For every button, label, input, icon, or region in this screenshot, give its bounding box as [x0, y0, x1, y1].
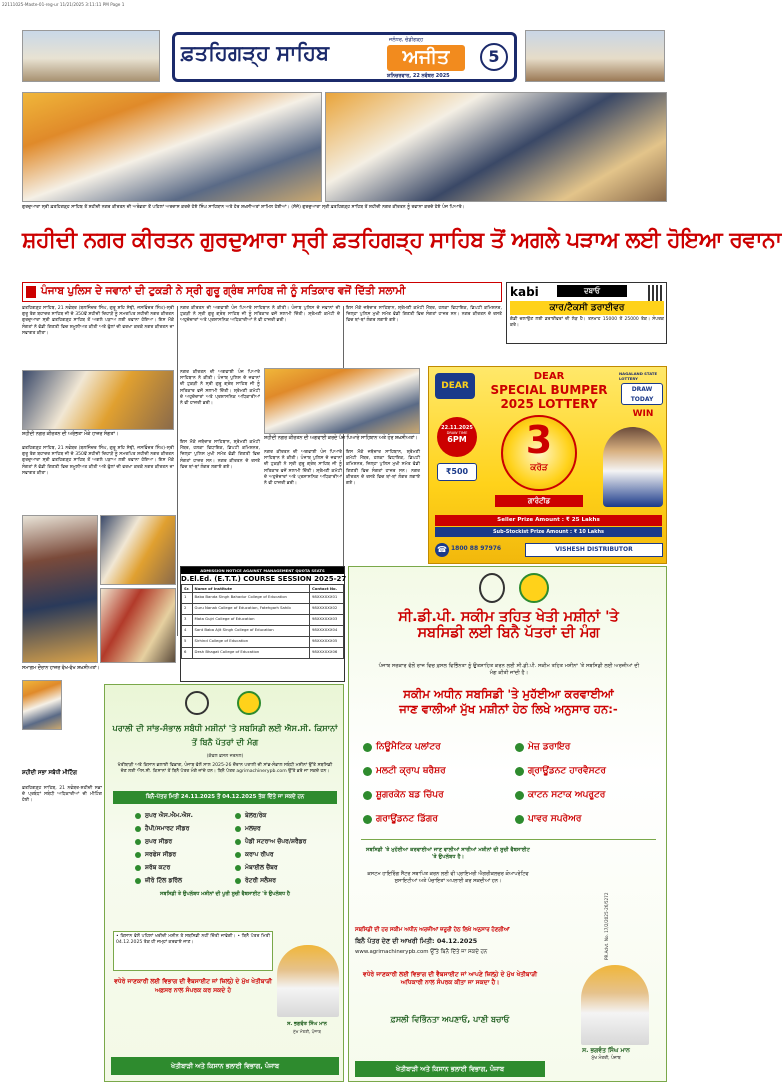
- cdp-machine: ਗਰਾਊਂਡਨਟ ਡਿੱਗਰ: [376, 814, 438, 824]
- list-item: [363, 811, 513, 827]
- list-item: [515, 763, 663, 779]
- bullet-icon: [515, 767, 524, 776]
- ticket-price: [437, 463, 477, 481]
- lottery-brand-text: DEAR: [441, 381, 469, 391]
- cdp-note1: ਸਬਸਿਡੀ 'ਤੇ ਮੁਹੱਈਆ ਕਰਵਾਈਆਂ ਜਾਣ ਵਾਲੀਆਂ ਸਾਰੀਆਂ ਮਸ਼ੀਨਾਂ ਦੀ ਸੂਚੀ ਵੈਬਸਾਈਟ 'ਤੇ ਉਪਲੱਬਧ ਹੈ।: [365, 847, 531, 860]
- sub-stockist-prize: Sub-Stockist Prize Amount : ₹ 10 Lakhs: [435, 527, 662, 537]
- masthead-photo-left: [22, 30, 160, 82]
- story-col3: ਇਸ ਮੌਕੇ ਜਥੇਦਾਰ ਸਾਹਿਬਾਨ, ਸ਼੍ਰੋਮਣੀ ਕਮੇਟੀ ਮੈਂਬਰ, ਹਲਕਾ ਵਿਧਾਇਕ, ਡਿਪਟੀ ਕਮਿਸ਼ਨਰ, ਜ਼ਿਲ੍ਹਾ ਪੁਲਿਸ ਮੁਖੀ ਸਮੇਤ ਵੱਡੀ ਗਿਣਤੀ ਵਿਚ ਸੰਗਤਾਂ ਹਾਜ਼ਰ ਸਨ। ਨਗਰ ਕੀਰਤਨ ਦੇ ਰਸਤੇ ਵਿਚ ਥਾਂ-ਥਾਂ ਲੰਗਰ ਲਗਾਏ ਗਏ।: [346, 306, 502, 324]
- crm-footer-line: ਵਧੇਰੇ ਜਾਣਕਾਰੀ ਲਈ ਵਿਭਾਗ ਦੀ ਵੈਬਸਾਈਟ ਜਾਂ ਜ਼ਿਲ੍ਹੇ ਦੇ ਮੁੱਖ ਖੇਤੀਬਾੜੀ ਅਫ਼ਸਰ ਨਾਲ ਸੰਪਰਕ ਕਰ ਸਕਦੇ ਹੋ: [114, 978, 272, 994]
- cdp-scheme-heading: [355, 687, 662, 717]
- print-slug: 22111025-Maste-01-reg-ur 11/21/2025 3:11:11 PM Page 1: [2, 2, 125, 7]
- crm-machine: ਪੈਡੀ ਸਟਰਾਅ ਚੌਪਰ/ਸ਼ਰੈਡਰ: [245, 837, 307, 845]
- crm-machine-list-right: [235, 809, 341, 887]
- top-photo-caption: ਗੁਰਦੁਆਰਾ ਸ੍ਰੀ ਫ਼ਤਹਿਗੜ੍ਹ ਸਾਹਿਬ ਤੋਂ ਸ਼ਹੀਦੀ ਨਗਰ ਕੀਰਤਨ ਦੀ ਅਰੰਭਤਾ ਤੋਂ ਪਹਿਲਾਂ ਅਰਦਾਸ ਕਰਦੇ ਹੋਏ ਸਿੰਘ ਸਾਹਿਬਾਨ ਅਤੇ ਹੋਰ ਸ਼ਖ਼ਸੀਅਤਾਂ ਸ਼ਾਮਿਲ ਹੋਈਆਂ। (ਸੱਜੇ) ਗੁਰਦੁਆਰਾ ਸ੍ਰੀ ਫ਼ਤਹਿਗੜ੍ਹ ਸਾਹਿਬ ਤੋਂ ਸ਼ਹੀਦੀ ਨਗਰ ਕੀਰਤਨ ਨੂੰ ਰਵਾਨਾ ਕਰਦੇ ਹੋਏ ਪੰਜ ਪਿਆਰੇ।: [22, 205, 465, 210]
- top-photo-left: [22, 92, 322, 202]
- list-item: [235, 835, 341, 848]
- story-photo-left-caption: ਸ਼ਹੀਦੀ ਨਗਰ ਕੀਰਤਨ ਦੀ ਅਰੰਭਤਾ ਮੌਕੇ ਹਾਜ਼ਰ ਸੰਗਤਾਂ।: [22, 432, 119, 437]
- cdp-machine: ਮੇਜ਼ ਡਰਾਇਰ: [528, 742, 571, 752]
- page-number: 5: [480, 43, 508, 71]
- list-item: [235, 809, 341, 822]
- cdp-machine: ਕਾਟਨ ਸਟਾਕ ਅਪਰੂਟਰ: [528, 790, 606, 800]
- lottery-title-1: DEAR: [533, 371, 565, 382]
- cdp-cm-photo: [581, 965, 649, 1045]
- bullet-icon: [363, 815, 372, 824]
- draw-time-label: DRAW TIME: [446, 431, 468, 435]
- list-item: [515, 811, 663, 827]
- table-row: [182, 626, 344, 637]
- bullet-icon: [515, 815, 524, 824]
- table-row: [182, 604, 344, 615]
- crm-cm-name: ਸ. ਭਗਵੰਤ ਸਿੰਘ ਮਾਨ: [287, 1021, 327, 1027]
- lower-left-photo-4: [22, 680, 62, 730]
- crm-dates-banner: ਬਿਨੈ-ਪੱਤਰ ਮਿਤੀ 24.11.2025 ਤੋਂ 04.12.2025 ਤੱਕ ਦਿੱਤੇ ਜਾ ਸਕਦੇ ਹਨ: [113, 791, 337, 804]
- cdp-contact: ਵਧੇਰੇ ਜਾਣਕਾਰੀ ਲਈ ਵਿਭਾਗ ਦੀ ਵੈਬਸਾਈਟ ਜਾਂ ਆਪਣੇ ਜ਼ਿਲ੍ਹੇ ਦੇ ਮੁੱਖ ਖੇਤੀਬਾੜੀ ਅਧਿਕਾਰੀ ਨਾਲ ਸੰਪਰਕ ਕੀਤਾ ਜਾ ਸਕਦਾ ਹੈ।: [362, 971, 538, 986]
- bullet-icon: [135, 839, 141, 845]
- col-header: Name of Institute: [192, 585, 309, 593]
- bullet-icon: [135, 813, 141, 819]
- admission-header: ADMISSION NOTICE AGAINST MANAGEMENT QUOTA SEATS: [181, 567, 344, 574]
- sub-headline: ਪੰਜਾਬ ਪੁਲਿਸ ਦੇ ਜਵਾਨਾਂ ਦੀ ਟੁਕੜੀ ਨੇ ਸ੍ਰੀ ਗੁਰੂ ਗ੍ਰੰਥ ਸਾਹਿਬ ਜੀ ਨੂੰ ਸਤਿਕਾਰ ਵਜੋਂ ਦਿੱਤੀ ਸਲਾਮੀ: [41, 285, 406, 297]
- cell: 98XXXXXX04: [310, 626, 344, 637]
- cdp-dept: ਖੇਤੀਬਾੜੀ ਅਤੇ ਕਿਸਾਨ ਭਲਾਈ ਵਿਭਾਗ, ਪੰਜਾਬ: [355, 1061, 545, 1077]
- kabi-title: ਕਾਰ/ਟੈਕਸੀ ਡਰਾਈਵਰ: [510, 301, 664, 315]
- bullet-icon: [235, 839, 241, 845]
- kabi-detail: ਗੱਡੀ ਚਲਾਉਣ ਲਈ ਡਰਾਈਵਰਾਂ ਦੀ ਲੋੜ ਹੈ। ਤਨਖਾਹ 15000 ਤੋਂ 25000 ਤੱਕ। ਸੰਪਰਕ ਕਰੋ।: [510, 317, 664, 329]
- cdp-emblem-icon: [479, 573, 505, 603]
- list-item: [135, 822, 225, 835]
- masthead: [22, 26, 665, 88]
- cdp-dept-logo-icon: [519, 573, 549, 603]
- list-item: [515, 739, 663, 755]
- draw-date-box: [437, 417, 477, 457]
- table-header-row: [182, 585, 344, 593]
- edition-tag: ਜਲੰਧਰ, ਚੰਡੀਗੜ੍ਹ: [389, 37, 424, 43]
- lower-left-photo-1: [22, 515, 98, 663]
- cdp-machine: ਪਾਵਰ ਸਪਰੇਅਰ: [528, 814, 582, 824]
- lottery-brand: [435, 373, 475, 399]
- crm-dept: ਖੇਤੀਬਾੜੀ ਅਤੇ ਕਿਸਾਨ ਭਲਾਈ ਵਿਭਾਗ, ਪੰਜਾਬ: [111, 1057, 339, 1075]
- cell: 3: [182, 615, 193, 626]
- cdp-headline-2: ਸਬਸਿਡੀ ਲਈ ਬਿਨੈ ਪੱਤਰਾਂ ਦੀ ਮੰਗ: [417, 625, 600, 641]
- list-item: [363, 787, 513, 803]
- cell: 2: [182, 604, 193, 615]
- cdp-intro: ਪੰਜਾਬ ਸਰਕਾਰ ਵੱਲੋਂ ਰਾਜ ਵਿਚ ਫ਼ਸਲ ਵਿਭਿੰਨਤਾ ਨੂੰ ਉਤਸ਼ਾਹਿਤ ਕਰਨ ਲਈ ਸੀ.ਡੀ.ਪੀ. ਸਕੀਮ ਤਹਿਤ ਮਸ਼ੀਨਾਂ 'ਤੇ ਸਬਸਿਡੀ ਲਈ ਅਰਜ਼ੀਆਂ ਦੀ ਮੰਗ ਕੀਤੀ ਜਾਂਦੀ ਹੈ।: [378, 663, 640, 676]
- cell: Baba Banda Singh Bahadur College of Education: [192, 593, 309, 604]
- sub-headline-marker: [26, 286, 36, 298]
- crm-machine: ਸਰਫੇਸ ਸੀਡਰ: [145, 850, 177, 858]
- ticket-price-text: ₹500: [445, 467, 469, 476]
- lottery-brand-sub: NAGALAND STATE LOTTERY: [619, 371, 658, 381]
- bullet-icon: [515, 791, 524, 800]
- bullet-icon: [135, 826, 141, 832]
- crm-ad: [104, 684, 344, 1082]
- lower-left-photo-2: [100, 515, 176, 585]
- story-photo-left: [22, 370, 174, 430]
- list-item: [235, 848, 341, 861]
- sub-headline-bar: [22, 282, 502, 302]
- crm-machine: ਮਲਚਰ: [245, 824, 261, 832]
- cell: 5: [182, 637, 193, 648]
- cdp-machine: ਸ਼ੂਗਰਕੇਨ ਬਡ ਚਿੱਪਰ: [376, 790, 444, 800]
- prize-circle: [501, 415, 577, 491]
- crm-machine: ਕਰਾਪ ਰੀਪਰ: [245, 850, 274, 858]
- crm-cm-photo: [277, 945, 339, 1017]
- cdp-cm-title: ਮੁੱਖ ਮੰਤਰੀ, ਪੰਜਾਬ: [591, 1056, 621, 1061]
- crm-note: ਸਬਸਿਡੀ ਤੇ ਉਪਲੱਬਧ ਮਸ਼ੀਨਾਂ ਦੀ ਪੂਰੀ ਸੂਚੀ ਵੈਬਸਾਈਟ 'ਤੇ ਉਪਲੱਬਧ ਹੈ: [160, 891, 290, 897]
- story-photo-mid-caption: ਸ਼ਹੀਦੀ ਨਗਰ ਕੀਰਤਨ ਦੀ ਅਗਵਾਈ ਕਰਦੇ ਪੰਜ ਪਿਆਰੇ ਸਾਹਿਬਾਨ ਅਤੇ ਹੋਰ ਸ਼ਖ਼ਸੀਅਤਾਂ।: [264, 436, 418, 441]
- story-col2c: ਇਸ ਮੌਕੇ ਜਥੇਦਾਰ ਸਾਹਿਬਾਨ, ਸ਼੍ਰੋਮਣੀ ਕਮੇਟੀ ਮੈਂਬਰ, ਹਲਕਾ ਵਿਧਾਇਕ, ਡਿਪਟੀ ਕਮਿਸ਼ਨਰ, ਜ਼ਿਲ੍ਹਾ ਪੁਲਿਸ ਮੁਖੀ ਸਮੇਤ ਵੱਡੀ ਗਿਣਤੀ ਵਿਚ ਸੰਗਤਾਂ ਹਾਜ਼ਰ ਸਨ। ਨਗਰ ਕੀਰਤਨ ਦੇ ਰਸਤੇ ਵਿਚ ਥਾਂ-ਥਾਂ ਲੰਗਰ ਲਗਾਏ ਗਏ।: [180, 440, 260, 470]
- seller-prize: Seller Prize Amount : ₹ 25 Lakhs: [435, 515, 662, 526]
- bullet-icon: [235, 878, 241, 884]
- cdp-apply-date: ਬਿਨੈ ਪੱਤਰ ਦੇਣ ਦੀ ਆਖਰੀ ਮਿਤੀ: 04.12.2025: [355, 937, 478, 945]
- col-separator: [177, 306, 178, 636]
- bullet-icon: [235, 852, 241, 858]
- lottery-person: [603, 427, 663, 507]
- crm-dept-logo-icon: [237, 691, 261, 715]
- list-item: [235, 861, 341, 874]
- list-item: [135, 848, 225, 861]
- masthead-photo-right: [525, 30, 665, 82]
- cdp-headline-1: ਸੀ.ਡੀ.ਪੀ. ਸਕੀਮ ਤਹਿਤ ਖੇਤੀ ਮਸ਼ੀਨਾਂ 'ਤੇ: [398, 609, 619, 625]
- cdp-divider: [361, 839, 656, 840]
- main-headline: ਸ਼ਹੀਦੀ ਨਗਰ ਕੀਰਤਨ ਗੁਰਦੁਆਰਾ ਸ੍ਰੀ ਫ਼ਤਹਿਗੜ੍ਹ ਸਾਹਿਬ ਤੋਂ ਅਗਲੇ ਪੜਾਅ ਲਈ ਹੋਇਆ ਰਵਾਨਾ: [22, 228, 782, 253]
- cdp-scheme-2: ਜਾਣ ਵਾਲੀਆਂ ਮੁੱਖ ਮਸ਼ੀਨਾਂ ਹੇਠ ਲਿਖੇ ਅਨੁਸਾਰ ਹਨ:-: [399, 702, 618, 716]
- crm-machine: ਸੁਪਰ ਐਸ.ਐਮ.ਐਸ.: [145, 811, 193, 819]
- ro-number: PR.Advt. No. 17/2/2025-26/5272: [604, 892, 609, 960]
- kabi-badge: ਦਬਾਓ: [557, 285, 627, 297]
- cdp-cm-name: ਸ. ਭਗਵੰਤ ਸਿੰਘ ਮਾਨ: [582, 1047, 630, 1054]
- kabi-ad: [506, 282, 667, 344]
- cdp-slogan: ਫ਼ਸਲੀ ਵਿਭਿੰਨਤਾ ਅਪਣਾਓ, ਪਾਣੀ ਬਚਾਓ: [390, 1015, 510, 1024]
- issue-date: ਸ਼ਨਿਚਰਵਾਰ, 22 ਨਵੰਬਰ 2025: [387, 73, 450, 79]
- list-item: [135, 835, 225, 848]
- crm-machine: ਮੋਬਾਈਲ ਚੈਂਬਰ: [245, 863, 278, 871]
- crm-machine: ਜ਼ੀਰੋ ਟਿੱਲ ਡਰਿੱਲ: [145, 876, 183, 884]
- cdp-scheme-1: ਸਕੀਮ ਅਧੀਨ ਸਬਸਿਡੀ 'ਤੇ ਮੁਹੱਈਆ ਕਰਵਾਈਆਂ: [403, 687, 614, 701]
- kabi-brand: kabi: [510, 285, 539, 299]
- crm-intro: ਖੇਤੀਬਾੜੀ ਅਤੇ ਕਿਸਾਨ ਭਲਾਈ ਵਿਭਾਗ, ਪੰਜਾਬ ਵੱਲੋਂ ਸਾਲ 2025-26 ਦੌਰਾਨ ਪਰਾਲੀ ਦੀ ਸਾਂਭ-ਸੰਭਾਲ ਸਬੰਧੀ ਮਸ਼ੀਨਾਂ ਉੱਤੇ ਸਬਸਿਡੀ ਦੇਣ ਲਈ ਐਸ.ਸੀ. ਕਿਸਾਨਾਂ ਤੋਂ ਬਿਨੈ ਪੱਤਰ ਮੰਗੇ ਜਾਂਦੇ ਹਨ। ਬਿਨੈ ਪੱਤਰ agrimachinerypb.com ਉੱਤੇ ਭਰੇ ਜਾ ਸਕਦੇ ਹਨ।: [117, 763, 333, 775]
- cell: 98XXXXXX01: [310, 593, 344, 604]
- table-row: [182, 648, 344, 659]
- list-item: [515, 787, 663, 803]
- story-col1: ਫ਼ਤਹਿਗੜ੍ਹ ਸਾਹਿਬ, 21 ਨਵੰਬਰ (ਬਲਜਿੰਦਰ ਸਿੰਘ, ਗੁਰੂ ਸ਼ਹਿ ਸੋਢੀ, ਜਸਵਿੰਦਰ ਸਿੰਘ)-ਸ੍ਰੀ ਗੁਰੂ ਤੇਗ ਬਹਾਦਰ ਸਾਹਿਬ ਜੀ ਦੇ 350ਵੇਂ ਸ਼ਹੀਦੀ ਦਿਹਾੜੇ ਨੂੰ ਸਮਰਪਿਤ ਸ਼ਹੀਦੀ ਨਗਰ ਕੀਰਤਨ ਗੁਰਦੁਆਰਾ ਸ੍ਰੀ ਫ਼ਤਹਿਗੜ੍ਹ ਸਾਹਿਬ ਤੋਂ ਅਗਲੇ ਪੜਾਅ ਲਈ ਰਵਾਨਾ ਹੋਇਆ। ਇਸ ਮੌਕੇ ਸੰਗਤਾਂ ਨੇ ਵੱਡੀ ਗਿਣਤੀ ਵਿਚ ਸ਼ਮੂਲੀਅਤ ਕੀਤੀ ਅਤੇ ਫੁੱਲਾਂ ਦੀ ਵਰਖਾ ਕਰਕੇ ਨਗਰ ਕੀਰਤਨ ਦਾ ਸਵਾਗਤ ਕੀਤਾ।: [22, 306, 174, 336]
- list-item: [135, 861, 225, 874]
- cdp-machine: ਗ੍ਰਾਊਂਡਨਟ ਹਾਰਵੈਸਟਰ: [528, 766, 606, 776]
- crm-machine: ਹੈਪੀ/ਸਮਾਰਟ ਸੀਡਰ: [145, 824, 190, 832]
- list-item: [363, 739, 513, 755]
- top-photo-right: [325, 92, 667, 202]
- cdp-machine: ਮਲਟੀ ਕ੍ਰਾਪ ਥਰੈਸ਼ਰ: [376, 766, 446, 776]
- bullet-icon: [235, 813, 241, 819]
- story-photo-mid: [264, 368, 420, 434]
- lottery-distributor: VISHESH DISTRIBUTOR: [525, 543, 663, 557]
- crm-points: • ਕਿਸਾਨ ਵੱਲੋਂ ਪਹਿਲਾਂ ਖਰੀਦੀ ਮਸ਼ੀਨ ਤੇ ਸਬਸਿਡੀ ਨਹੀਂ ਦਿੱਤੀ ਜਾਵੇਗੀ। • ਬਿਨੈ ਪੱਤਰ ਮਿਤੀ 04.12.2025 ਤੱਕ ਹੀ ਜਮ੍ਹਾਂ ਕਰਵਾਏ ਜਾਣ।: [113, 931, 273, 971]
- lottery-title-2: SPECIAL BUMPER: [490, 383, 608, 397]
- cdp-note2: ਕਸਟਮ ਹਾਇਰਿੰਗ ਸੈਂਟਰ ਸਥਾਪਿਤ ਕਰਨ ਲਈ ਵੀ ਪ੍ਰਾਇਮਰੀ ਐਗਰੀਕਲਚਰ ਕੋਆਪਰੇਟਿਵ ਸੁਸਾਇਟੀਆਂ ਅਤੇ ਪੰਚਾਇਤਾਂ ਅਪਲਾਈ ਕਰ ਸਕਦੀਆਂ ਹਨ।: [367, 871, 529, 884]
- story-col1b: ਫ਼ਤਹਿਗੜ੍ਹ ਸਾਹਿਬ, 21 ਨਵੰਬਰ (ਬਲਜਿੰਦਰ ਸਿੰਘ, ਗੁਰੂ ਸ਼ਹਿ ਸੋਢੀ, ਜਸਵਿੰਦਰ ਸਿੰਘ)-ਸ੍ਰੀ ਗੁਰੂ ਤੇਗ ਬਹਾਦਰ ਸਾਹਿਬ ਜੀ ਦੇ 350ਵੇਂ ਸ਼ਹੀਦੀ ਦਿਹਾੜੇ ਨੂੰ ਸਮਰਪਿਤ ਸ਼ਹੀਦੀ ਨਗਰ ਕੀਰਤਨ ਗੁਰਦੁਆਰਾ ਸ੍ਰੀ ਫ਼ਤਹਿਗੜ੍ਹ ਸਾਹਿਬ ਤੋਂ ਅਗਲੇ ਪੜਾਅ ਲਈ ਰਵਾਨਾ ਹੋਇਆ। ਇਸ ਮੌਕੇ ਸੰਗਤਾਂ ਨੇ ਵੱਡੀ ਗਿਣਤੀ ਵਿਚ ਸ਼ਮੂਲੀਅਤ ਕੀਤੀ ਅਤੇ ਫੁੱਲਾਂ ਦੀ ਵਰਖਾ ਕਰਕੇ ਨਗਰ ਕੀਰਤਨ ਦਾ ਸਵਾਗਤ ਕੀਤਾ।: [22, 446, 174, 476]
- list-item: [135, 809, 225, 822]
- crm-sub: (ਕੇਵਲ ਫ਼ਸਲ ਜਰਨਲ): [206, 754, 244, 759]
- lower-left-caption: ਸਮਾਗਮ ਦੌਰਾਨ ਹਾਜ਼ਰ ਵੱਖ-ਵੱਖ ਸ਼ਖ਼ਸੀਅਤਾਂ।: [22, 666, 100, 671]
- cell: 98XXXXXX05: [310, 637, 344, 648]
- cdp-headline: [355, 609, 662, 659]
- bullet-icon: [235, 865, 241, 871]
- cell: 4: [182, 626, 193, 637]
- cell: 98XXXXXX02: [310, 604, 344, 615]
- crm-emblem-icon: [185, 691, 209, 715]
- table-row: [182, 637, 344, 648]
- crm-machine: ਰੋਟਰੀ ਸਲੈਸ਼ਰ: [245, 876, 276, 884]
- crm-machine-list-left: [135, 809, 225, 887]
- section-title: ਫ਼ਤਹਿਗੜ੍ਹ ਸਾਹਿਬ: [181, 41, 330, 65]
- crm-cm-title: ਮੁੱਖ ਮੰਤਰੀ, ਪੰਜਾਬ: [293, 1029, 321, 1034]
- cdp-apply-title: ਸਬਸਿਡੀ ਦੀ ਹਰ ਸਕੀਮ ਅਧੀਨ ਅਰਜ਼ੀਆਂ ਜ਼ਰੂਰੀ ਹੇਠ ਲਿਖੇ ਅਨੁਸਾਰ ਹੋਣਗੀਆਂ: [355, 927, 510, 933]
- bullet-icon: [235, 826, 241, 832]
- lower-left-photo-3: [100, 588, 176, 663]
- phone-icon: ☎: [435, 543, 449, 557]
- crm-header: ਪਰਾਲੀ ਦੀ ਸਾਂਭ-ਸੰਭਾਲ ਸਬੰਧੀ ਮਸ਼ੀਨਾਂ 'ਤੇ ਸਬਸਿਡੀ ਲਈ ਐਸ.ਸੀ. ਕਿਸਾਨਾਂ ਤੋਂ ਬਿਨੈ ਪੱਤਰਾਂ ਦੀ ਮੰਗ: [112, 723, 338, 747]
- cell: Sirhind College of Education: [192, 637, 309, 648]
- lottery-phone: 1800 88 97976: [451, 545, 502, 552]
- cdp-machine-list-right: [515, 739, 663, 827]
- list-item: [135, 874, 225, 887]
- bullet-icon: [363, 743, 372, 752]
- draw-today-badge: [621, 383, 663, 405]
- draw-date: 22.11.2025: [441, 425, 473, 431]
- cell: 1: [182, 593, 193, 604]
- cell: Mata Gujri College of Education: [192, 615, 309, 626]
- qr-code-icon: [648, 285, 664, 301]
- lottery-title-3: 2025 LOTTERY: [500, 397, 598, 411]
- cdp-machine-list-left: [363, 739, 513, 827]
- prize-sub: ਗਾਰੰਟੀਡ: [495, 495, 583, 507]
- bullet-icon: [135, 878, 141, 884]
- bullet-icon: [135, 852, 141, 858]
- admission-notice: [180, 566, 345, 682]
- col-header: Contact No.: [310, 585, 344, 593]
- paper-name: ਅਜੀਤ: [387, 45, 465, 71]
- cell: Guru Nanak College of Education, Fatehgarh Sahib: [192, 604, 309, 615]
- list-item: [235, 874, 341, 887]
- cdp-machine: ਨਿਊਮੈਟਿਕ ਪਲਾਂਟਰ: [376, 742, 441, 752]
- crm-machine: ਸੁਪਰ ਸੀਡਰ: [145, 837, 173, 845]
- bullet-icon: [363, 767, 372, 776]
- table-row: [182, 615, 344, 626]
- table-row: [182, 593, 344, 604]
- crm-machine: ਬੇਲਰ/ਰੇਕ: [245, 811, 267, 819]
- col-header: Sr.: [182, 585, 193, 593]
- story-col3b: ਇਸ ਮੌਕੇ ਜਥੇਦਾਰ ਸਾਹਿਬਾਨ, ਸ਼੍ਰੋਮਣੀ ਕਮੇਟੀ ਮੈਂਬਰ, ਹਲਕਾ ਵਿਧਾਇਕ, ਡਿਪਟੀ ਕਮਿਸ਼ਨਰ, ਜ਼ਿਲ੍ਹਾ ਪੁਲਿਸ ਮੁਖੀ ਸਮੇਤ ਵੱਡੀ ਗਿਣਤੀ ਵਿਚ ਸੰਗਤਾਂ ਹਾਜ਼ਰ ਸਨ। ਨਗਰ ਕੀਰਤਨ ਦੇ ਰਸਤੇ ਵਿਚ ਥਾਂ-ਥਾਂ ਲੰਗਰ ਲਗਾਏ ਗਏ।: [346, 450, 420, 487]
- cell: Sant Baba Ajit Singh College of Education: [192, 626, 309, 637]
- cell: 98XXXXXX03: [310, 615, 344, 626]
- cell: 98XXXXXX06: [310, 648, 344, 659]
- draw-today-text: DRAW TODAY: [630, 386, 654, 403]
- story-col2b: ਨਗਰ ਕੀਰਤਨ ਦੀ ਅਗਵਾਈ ਪੰਜ ਪਿਆਰੇ ਸਾਹਿਬਾਨ ਨੇ ਕੀਤੀ। ਪੰਜਾਬ ਪੁਲਿਸ ਦੇ ਜਵਾਨਾਂ ਦੀ ਟੁਕੜੀ ਨੇ ਸ੍ਰੀ ਗੁਰੂ ਗ੍ਰੰਥ ਸਾਹਿਬ ਜੀ ਨੂੰ ਸਤਿਕਾਰ ਵਜੋਂ ਸਲਾਮੀ ਦਿੱਤੀ। ਸ਼੍ਰੋਮਣੀ ਕਮੇਟੀ ਦੇ ਅਹੁਦੇਦਾਰਾਂ ਅਤੇ ਪ੍ਰਸ਼ਾਸਨਿਕ ਅਧਿਕਾਰੀਆਂ ਨੇ ਵੀ ਹਾਜ਼ਰੀ ਭਰੀ।: [180, 370, 260, 407]
- bullet-icon: [515, 743, 524, 752]
- story-col2d: ਨਗਰ ਕੀਰਤਨ ਦੀ ਅਗਵਾਈ ਪੰਜ ਪਿਆਰੇ ਸਾਹਿਬਾਨ ਨੇ ਕੀਤੀ। ਪੰਜਾਬ ਪੁਲਿਸ ਦੇ ਜਵਾਨਾਂ ਦੀ ਟੁਕੜੀ ਨੇ ਸ੍ਰੀ ਗੁਰੂ ਗ੍ਰੰਥ ਸਾਹਿਬ ਜੀ ਨੂੰ ਸਤਿਕਾਰ ਵਜੋਂ ਸਲਾਮੀ ਦਿੱਤੀ। ਸ਼੍ਰੋਮਣੀ ਕਮੇਟੀ ਦੇ ਅਹੁਦੇਦਾਰਾਂ ਅਤੇ ਪ੍ਰਸ਼ਾਸਨਿਕ ਅਧਿਕਾਰੀਆਂ ਨੇ ਵੀ ਹਾਜ਼ਰੀ ਭਰੀ।: [264, 450, 342, 487]
- cell: 6: [182, 648, 193, 659]
- side-brief-title: ਸ਼ਹੀਦੀ ਸਭਾ ਸਬੰਧੀ ਮੀਟਿੰਗ: [22, 770, 77, 776]
- win-label: WIN: [632, 409, 654, 419]
- prize-word: ਕਰੋੜ: [530, 463, 548, 473]
- crm-machine: ਸ਼ਰੱਬ ਕਟਰ: [145, 863, 171, 871]
- bullet-icon: [135, 865, 141, 871]
- prize-amount: 3: [525, 418, 553, 462]
- side-brief: ਫ਼ਤਹਿਗੜ੍ਹ ਸਾਹਿਬ, 21 ਨਵੰਬਰ-ਸ਼ਹੀਦੀ ਸਭਾ ਦੇ ਪ੍ਰਬੰਧਾਂ ਸਬੰਧੀ ਅਧਿਕਾਰੀਆਂ ਦੀ ਮੀਟਿੰਗ ਹੋਈ।: [22, 786, 102, 804]
- cdp-ad: [348, 566, 667, 1082]
- lottery-ad: [428, 366, 667, 564]
- story-col2: ਨਗਰ ਕੀਰਤਨ ਦੀ ਅਗਵਾਈ ਪੰਜ ਪਿਆਰੇ ਸਾਹਿਬਾਨ ਨੇ ਕੀਤੀ। ਪੰਜਾਬ ਪੁਲਿਸ ਦੇ ਜਵਾਨਾਂ ਦੀ ਟੁਕੜੀ ਨੇ ਸ੍ਰੀ ਗੁਰੂ ਗ੍ਰੰਥ ਸਾਹਿਬ ਜੀ ਨੂੰ ਸਤਿਕਾਰ ਵਜੋਂ ਸਲਾਮੀ ਦਿੱਤੀ। ਸ਼੍ਰੋਮਣੀ ਕਮੇਟੀ ਦੇ ਅਹੁਦੇਦਾਰਾਂ ਅਤੇ ਪ੍ਰਸ਼ਾਸਨਿਕ ਅਧਿਕਾਰੀਆਂ ਨੇ ਵੀ ਹਾਜ਼ਰੀ ਭਰੀ।: [180, 306, 340, 324]
- admission-title: D.El.Ed. (E.T.T.) COURSE SESSION 2025-27: [181, 575, 347, 583]
- draw-time: 6PM: [447, 435, 467, 444]
- cell: Desh Bhagat College of Education: [192, 648, 309, 659]
- masthead-banner: [172, 32, 517, 82]
- list-item: [363, 763, 513, 779]
- cdp-apply-site: www.agrimachinerypb.com ਉੱਤੇ ਬਿਨੈ ਦਿੱਤੇ ਜਾ ਸਕਦੇ ਹਨ: [355, 949, 488, 955]
- list-item: [235, 822, 341, 835]
- bullet-icon: [363, 791, 372, 800]
- admission-table: [181, 584, 344, 659]
